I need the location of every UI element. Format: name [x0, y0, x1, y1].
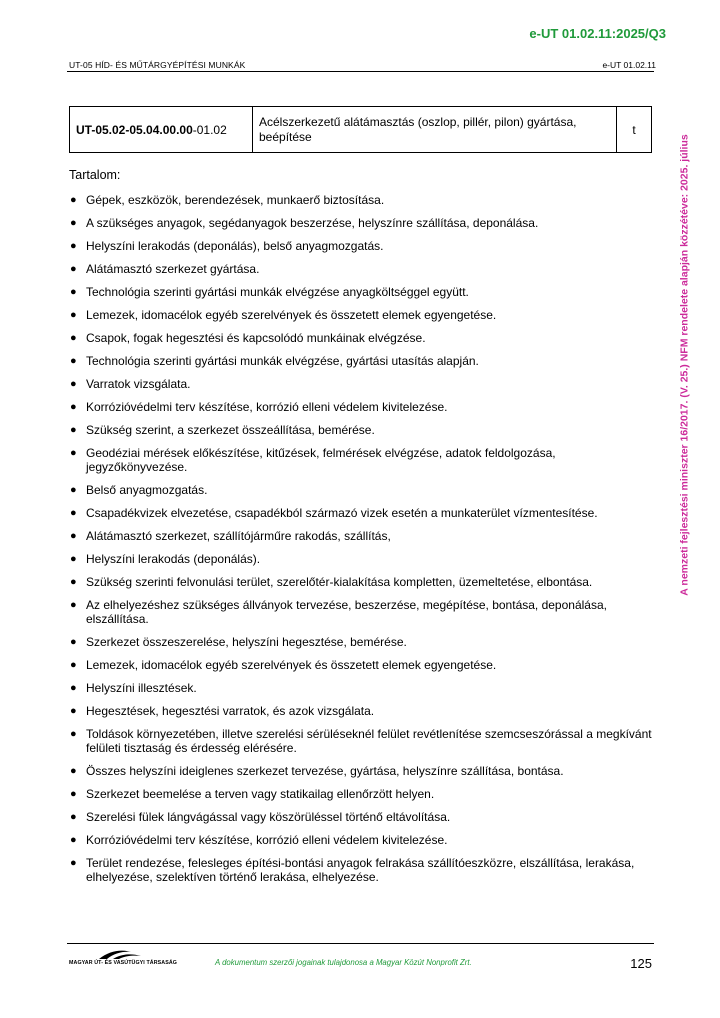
list-item — [69, 635, 659, 649]
bullet-icon: ● — [70, 240, 77, 252]
bullet-icon: ● — [70, 659, 77, 671]
bullet-icon: ● — [70, 599, 77, 611]
bullet-icon: ● — [70, 857, 77, 869]
list-item — [69, 833, 659, 847]
list-item-text: Terület rendezése, felesleges építési-bontási anyagok felrakása szállítóeszközre, elszállítása, lerakása, elhelyezése, szelektíven történő lerakása, elhelyezése. — [86, 856, 635, 884]
list-item-text: Korrózióvédelmi terv készítése, korrózió elleni védelem kivitelezése. — [86, 833, 448, 847]
list-item-text: Csapok, fogak hegesztési és kapcsolódó munkáinak elvégzése. — [86, 331, 426, 345]
list-item-text: Szerelési fülek lángvágással vagy köszörüléssel történő eltávolítása. — [86, 810, 451, 824]
list-item-text: A szükséges anyagok, segédanyagok beszerzése, helyszínre szállítása, deponálása. — [86, 216, 539, 230]
item-code-suffix: -01.02 — [192, 122, 227, 137]
list-item — [69, 856, 659, 884]
list-item — [69, 331, 659, 345]
list-item — [69, 764, 659, 778]
bullet-icon: ● — [70, 728, 77, 740]
bullet-icon: ● — [70, 378, 77, 390]
bullet-icon: ● — [70, 355, 77, 367]
list-item — [69, 787, 659, 801]
list-item-text: Korrózióvédelmi terv készítése, korrózió elleni védelem kivitelezése. — [86, 400, 448, 414]
bullet-icon: ● — [70, 788, 77, 800]
bullet-icon: ● — [70, 332, 77, 344]
list-item — [69, 423, 659, 437]
list-item — [69, 239, 659, 253]
header-document-code: e-UT 01.02.11 — [602, 60, 656, 70]
list-item — [69, 308, 659, 322]
page-number: 125 — [630, 956, 652, 971]
list-item — [69, 285, 659, 299]
list-item-text: Csapadékvizek elvezetése, csapadékból származó vizek esetén a munkaterület vízmentesítése. — [86, 506, 598, 520]
bullet-icon: ● — [70, 447, 77, 459]
list-item — [69, 446, 659, 474]
bullet-icon: ● — [70, 705, 77, 717]
item-table — [69, 106, 652, 153]
side-note — [672, 96, 698, 633]
bullet-icon: ● — [70, 811, 77, 823]
bullet-icon: ● — [70, 263, 77, 275]
list-item-text: Lemezek, idomacélok egyéb szerelvények és összetett elemek egyengetése. — [86, 658, 497, 672]
bullet-icon: ● — [70, 424, 77, 436]
footer-divider — [67, 943, 654, 944]
bullet-icon: ● — [70, 834, 77, 846]
task-list — [69, 193, 659, 893]
list-item-text: Alátámasztó szerkezet gyártása. — [86, 262, 260, 276]
item-description-cell — [253, 107, 617, 152]
list-item-text: Szükség szerint, a szerkezet összeállítása, bemérése. — [86, 423, 375, 437]
list-item-text: Helyszíni lerakodás (deponálás), belső anyagmozgatás. — [86, 239, 384, 253]
item-description: Acélszerkezetű alátámasztás (oszlop, pillér, pilon) gyártása, beépítése — [259, 114, 577, 144]
list-item-text: Toldások környezetében, illetve szerelési sérüléseknél felület revétlenítése szemcseszórással a megkívánt felületi tisztaság és érdesség elérésére. — [86, 727, 652, 755]
bullet-icon: ● — [70, 309, 77, 321]
publication-note: A nemzeti fejlesztési miniszter 16/2017. (V. 25.) NFM rendelete alapján közzétéve: 2025. július — [679, 133, 692, 596]
list-item — [69, 377, 659, 391]
list-item-text: Összes helyszíni ideiglenes szerkezet tervezése, gyártása, helyszínre szállítása, bontása. — [86, 764, 564, 778]
list-item-text: Lemezek, idomacélok egyéb szerelvények és összetett elemek egyengetése. — [86, 308, 497, 322]
item-code-cell — [70, 107, 253, 152]
bullet-icon: ● — [70, 576, 77, 588]
bullet-icon: ● — [70, 530, 77, 542]
list-item — [69, 552, 659, 566]
list-item — [69, 681, 659, 695]
list-item — [69, 483, 659, 497]
bullet-icon: ● — [70, 507, 77, 519]
header-divider — [67, 71, 654, 72]
item-unit: t — [632, 122, 636, 137]
contents-label: Tartalom: — [69, 168, 121, 182]
bullet-icon: ● — [70, 682, 77, 694]
logo-text: MAGYAR ÚT- ÉS VASÚTÜGYI TÁRSASÁG — [69, 960, 177, 966]
bullet-icon: ● — [70, 194, 77, 206]
bullet-icon: ● — [70, 553, 77, 565]
list-item — [69, 704, 659, 718]
item-code: UT-05.02-05.04.00.00 — [76, 122, 193, 137]
list-item — [69, 400, 659, 414]
list-item-text: Szerkezet beemelése a terven vagy statikailag ellenőrzött helyen. — [86, 787, 435, 801]
list-item-text: Varratok vizsgálata. — [86, 377, 191, 391]
list-item — [69, 529, 659, 543]
list-item-text: Helyszíni illesztések. — [86, 681, 197, 695]
list-item — [69, 506, 659, 520]
list-item-text: Gépek, eszközök, berendezések, munkaerő biztosítása. — [86, 193, 385, 207]
list-item-text: Hegesztések, hegesztési varratok, és azok vizsgálata. — [86, 704, 375, 718]
list-item-text: Belső anyagmozgatás. — [86, 483, 208, 497]
bullet-icon: ● — [70, 217, 77, 229]
list-item — [69, 658, 659, 672]
list-item-text: Technológia szerinti gyártási munkák elvégzése anyagköltséggel együtt. — [86, 285, 469, 299]
list-item-text: Alátámasztó szerkezet, szállítójárműre rakodás, szállítás, — [86, 529, 391, 543]
list-item — [69, 216, 659, 230]
list-item — [69, 810, 659, 824]
list-item-text: Szerkezet összeszerelése, helyszíni hegesztése, bemérése. — [86, 635, 407, 649]
bullet-icon: ● — [70, 401, 77, 413]
bullet-icon: ● — [70, 765, 77, 777]
list-item — [69, 354, 659, 368]
item-unit-cell — [617, 107, 651, 152]
bullet-icon: ● — [70, 484, 77, 496]
list-item — [69, 193, 659, 207]
list-item — [69, 262, 659, 276]
list-item-text: Geodéziai mérések előkészítése, kitűzések, felmérések elvégzése, adatok feldolgozása, jegyzőkönyvezése. — [86, 446, 556, 474]
bullet-icon: ● — [70, 286, 77, 298]
bullet-icon: ● — [70, 636, 77, 648]
list-item — [69, 598, 659, 626]
list-item — [69, 575, 659, 589]
list-item-text: Az elhelyezéshez szükséges állványok tervezése, beszerzése, megépítése, bontása, deponálása, elszállítása. — [86, 598, 607, 626]
document-code: e-UT 01.02.11:2025/Q3 — [529, 26, 666, 41]
list-item-text: Szükség szerinti felvonulási terület, szerelőtér-kialakítása kompletten, üzemeltetése, elbontása. — [86, 575, 593, 589]
list-item — [69, 727, 659, 755]
list-item-text: Technológia szerinti gyártási munkák elvégzése, gyártási utasítás alapján. — [86, 354, 479, 368]
copyright-notice: A dokumentum szerzői jogainak tulajdonosa a Magyar Közút Nonprofit Zrt. — [215, 958, 472, 967]
chapter-title: UT-05 HÍD- ÉS MŰTÁRGYÉPÍTÉSI MUNKÁK — [69, 60, 246, 70]
footer-logo — [69, 948, 179, 974]
list-item-text: Helyszíni lerakodás (deponálás). — [86, 552, 261, 566]
